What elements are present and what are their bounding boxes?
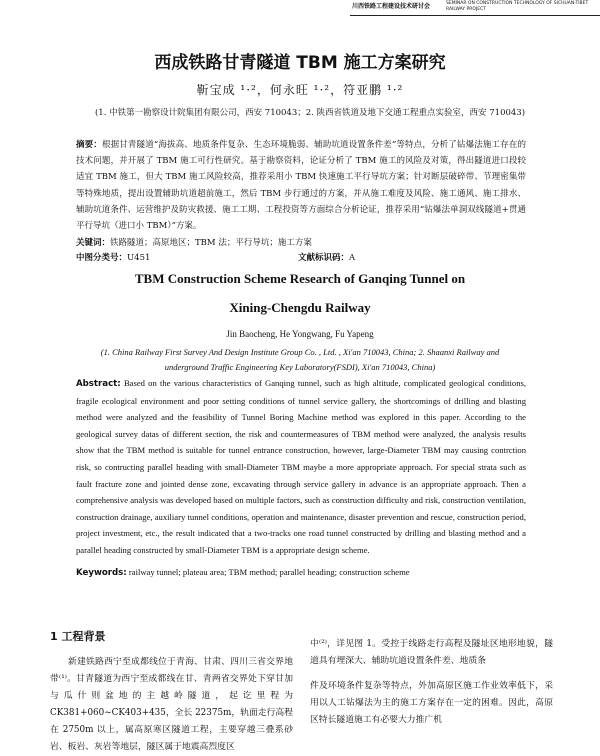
keywords-en-text: railway tunnel; plateau area; TBM method; parallel heading; construction scheme xyxy=(128,567,410,577)
keywords-cn-text: 铁路隧道；高原地区；TBM 法；平行导坑；施工方案 xyxy=(110,238,312,248)
keywords-cn-label: 关键词： xyxy=(76,238,111,248)
classification-value: U451 xyxy=(127,253,151,263)
abstract-cn-label: 摘要： xyxy=(76,140,102,150)
abstract-en-text: Based on the various characteristics of Ganqing tunnel, such as high altitude, complicated geological conditions, fragile ecological environment and poor setting conditions of tunnel service gallery, the shortcomings of drilling and blasting method were analyzed and the feasibility of Tunnel Boring Machine method was explored in this paper. According to the geological survey datas of different section, the risk and countermeasures of TBM method were analyzed, the analysis results show that the TBM method is suitable for tunnel entrance construction, however, large-Diameter TBM may causing contrction risk, so contructing parallel heading with small-Diameter TBM maybe a more appropriate approach. For special strata such as fault fracture zone and jointed dense zone, excavating through service gallery in advance is an appropriate approach. Then a comprehensive analysis was developed based on multiple factors, such as construction difficulty and risk, construction ventilation, construction drainage, auxiliary tunnel conditions, operation and maintenance, disaster prevention and rescue, construction period, project investment, etc., the result indicated that a two-tracks one road tunnel constructed by drilling and blasting method and a parallel heading constructed by small-Diameter TBM is a appropriate design scheme. xyxy=(76,378,526,555)
body-right-column xyxy=(310,636,553,729)
journal-name-en: SEMINAR ON CONSTRUCTION TECHNOLOGY OF SICHUAN-TIBET RAILWAY PROJECT xyxy=(446,1,589,12)
keywords-en xyxy=(76,567,410,578)
authors-en: Jin Baocheng, He Yongwang, Fu Yapeng xyxy=(226,329,374,339)
affiliation-en: (1. China Railway First Survey And Design Institute Group Co. , Ltd. , Xi'an 710043, China; 2. Shaanxi Railway and underground Traffic Engineering Key Laboratory(FSDI), Xi'an 710043, China) xyxy=(100,347,500,372)
paper-title-en-line2: Xining-Chengdu Railway xyxy=(229,300,371,315)
body-right-paragraph-2: 件及环境条件复杂等特点，外加高原区施工作业效率低下，采用以人工钻爆法为主的施工方案存在一定的困难。因此，高原区特长隧道施工有必要大力推广机 xyxy=(310,681,553,725)
abstract-cn xyxy=(76,137,526,234)
body-left-column: 新建铁路西宁至成都线位于青海、甘肃、四川三省交界地带⁽¹⁾。甘青隧道为西宁至成都线在甘、青两省交界处下穿甘加与瓜什则盆地的主越岭隧道，起讫里程为 CK381+060~CK403+435，全长 22375m，轨面走行高程在 2750m 以上，属高原寒区隧道工程，主要穿越三叠系砂岩、板岩、灰岩等地层，隧区属于地震高烈度区 xyxy=(50,657,293,752)
classification-label: 中图分类号： xyxy=(76,253,128,263)
classification-number xyxy=(76,251,150,263)
document-code xyxy=(298,251,355,263)
body-right-paragraph-1: 中⁽²⁾，详见图 1。受控于线路走行高程及隧址区地形地貌，隧道具有埋深大、辅助坑道设置条件差、地质条 xyxy=(310,639,553,666)
abstract-cn-text: 根据甘青隧道“海拔高、地质条件复杂、生态环境脆弱、辅助坑道设置条件差”等特点，分析了钻爆法施工存在的技术问题，并开展了 TBM 施工可行性研究。基于勘察资料，论证分析了 TBM 施工的风险及对策，得出隧道进口段较适宜 TBM 施工，但大 TBM 施工风险较高，推荐采用小 TBM 快速施工平行导坑方案；针对断层破碎带、节理密集带等特殊地质，提出设置辅助坑道超前施工，然后 TBM 步行通过的方案，并从施工难度及风险、施工通风、施工排水、辅助坑道条件、运营维护及防灾救援、施工工期、工程投资等方面综合分析论证，推荐采用“钻爆法单洞双线隧道+贯通平行导坑（进口小 TBM）”方案。 xyxy=(76,140,526,232)
authors-cn: 靳宝成 ¹·²，何永旺 ¹·²，符亚鹏 ¹·² xyxy=(196,83,404,97)
document-code-value: A xyxy=(349,253,356,263)
keywords-cn xyxy=(76,236,312,248)
paper-title-cn: 西成铁路甘青隧道 TBM 施工方案研究 xyxy=(154,53,446,73)
journal-name-cn: 川西铁路工程建设技术研讨会 xyxy=(352,3,431,10)
paper-title-en-line1: TBM Construction Scheme Research of Ganqing Tunnel on xyxy=(134,271,466,286)
keywords-en-label: Keywords: xyxy=(76,568,127,578)
abstract-en-label: Abstract: xyxy=(76,379,121,389)
section-heading: 1 工程背景 xyxy=(50,630,106,643)
affiliation-cn: (1. 中铁第一勘察设计院集团有限公司，西安 710043；2. 陕西省铁道及地下交通工程重点实验室，西安 710043) xyxy=(94,108,526,118)
document-code-label: 文献标识码： xyxy=(298,253,350,263)
abstract-en xyxy=(76,375,526,559)
header-divider xyxy=(350,15,600,16)
